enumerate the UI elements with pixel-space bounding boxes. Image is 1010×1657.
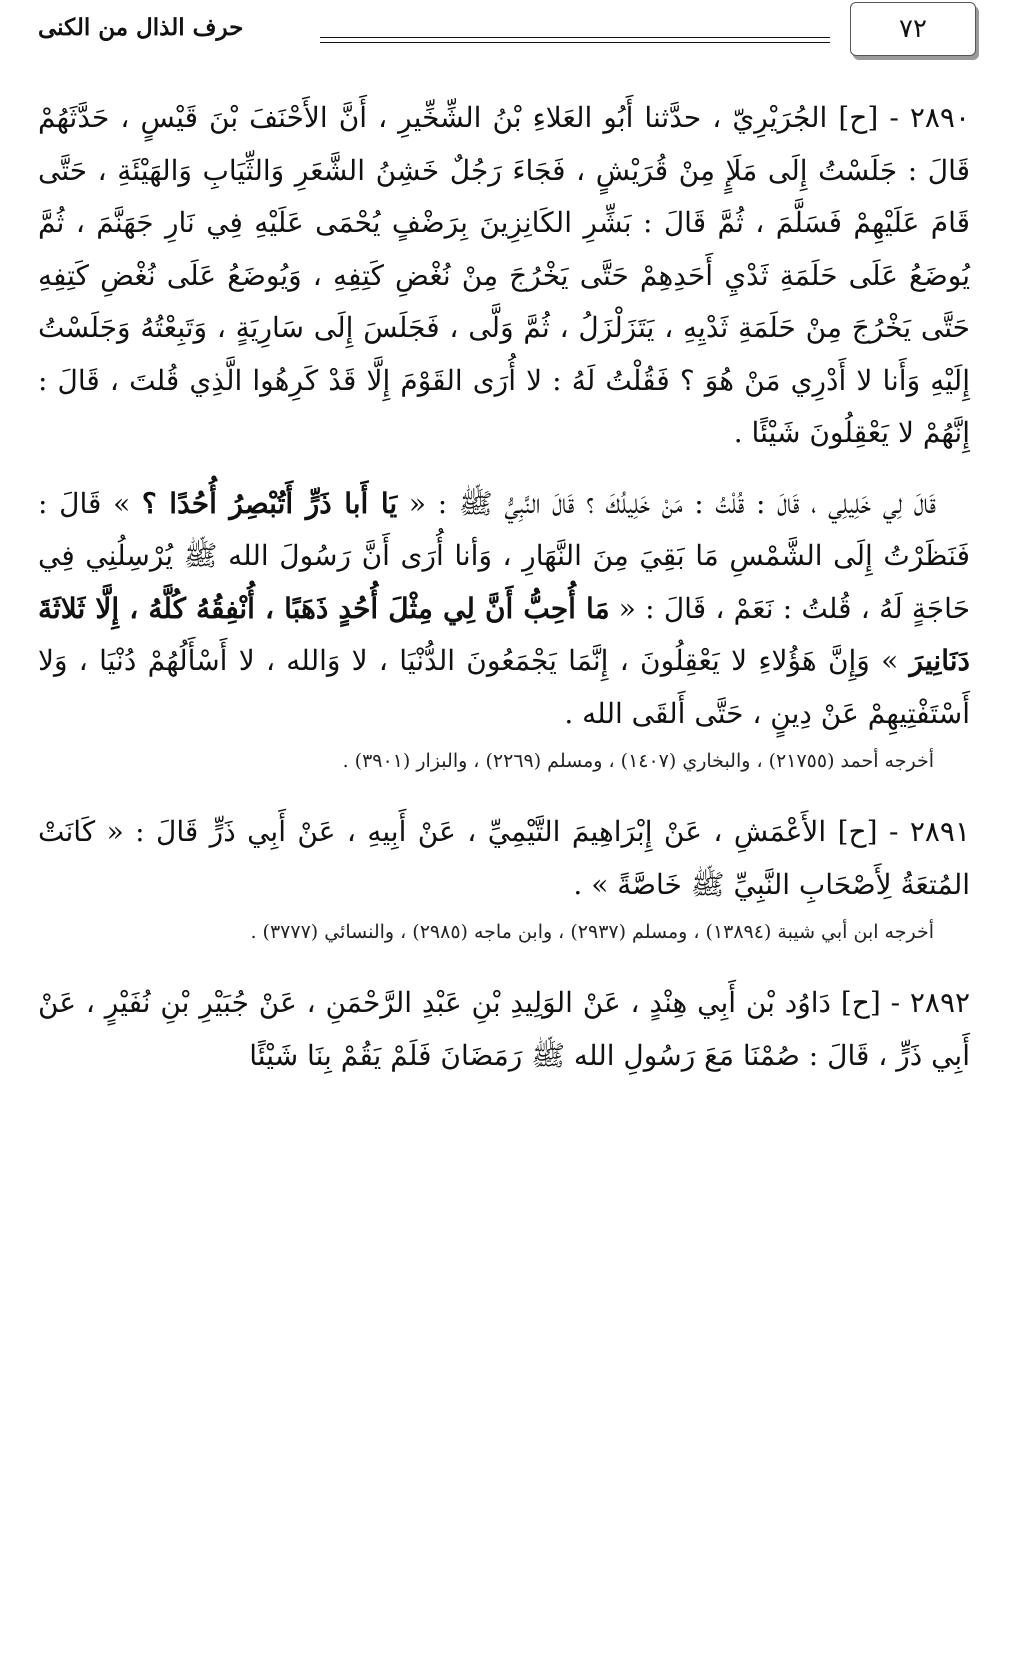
- chapter-title: حرف الذال من الكنى: [38, 14, 244, 41]
- hadith-2890-para-2: [38, 478, 970, 741]
- hadith-2891: [38, 806, 970, 911]
- hadith-text: » وَإِنَّ هَؤُلاءِ لا يَعْقِلُونَ ، إِنَّمَا يَجْمَعُونَ الدُّنْيَا ، لا وَالله ، لا أَسْأَلُهُمْ دُنْيَا ، وَلا أَسْتَفْتِيهِمْ عَنْ دِينٍ ، حَتَّى أَلقَى الله .: [38, 644, 970, 730]
- hadith-2890-para-1: [38, 92, 970, 460]
- hadith-text: ٢٨٩١ - [ح] الأَعْمَشِ ، عَنْ إِبْرَاهِيمَ التَّيْمِيِّ ، عَنْ أَبِيهِ ، عَنْ أَبِي ذَرٍّ قَالَ : « كَانَتْ المُتعَةُ لِأَصْحَابِ النَّبِيِّ ﷺ خَاصَّةً » .: [38, 815, 970, 901]
- takhrij-2890: أخرجه أحمد (٢١٧٥٥) ، والبخاري (١٤٠٧) ، ومسلم (٢٢٦٩) ، والبزار (٣٩٠١) .: [342, 750, 934, 772]
- takhrij-2891: أخرجه ابن أبي شيبة (١٣٨٩٤) ، ومسلم (٢٩٣٧) ، وابن ماجه (٢٩٨٥) ، والنسائي (٣٧٧٧) .: [250, 921, 934, 943]
- prophet-quote: مَا أُحِبُّ أَنَّ لِي مِثْلَ أُحُدٍ ذَهَبًا ، أُنْفِقُهُ كُلَّهُ ، إِلَّا ثَلاثَةَ دَنَانِيرَ: [38, 591, 970, 677]
- hadith-2892: [38, 977, 970, 1082]
- page-header: [34, 0, 976, 70]
- page-number: ٧٢: [899, 14, 927, 44]
- hadith-text: ٢٨٩٢ - [ح] دَاوُد بْن أَبِي هِنْدٍ ، عَنْ الوَلِيدِ بْنِ عَبْدِ الرَّحْمَنِ ، عَنْ جُبَيْرِ بْنِ نُفَيْرٍ ، عَنْ أَبِي ذَرٍّ ، قَالَ : صُمْنَا مَعَ رَسُولِ الله ﷺ رَمَضَانَ فَلَمْ يَقُمْ بِنَا شَيْئًا: [38, 986, 971, 1072]
- hadith-text: قَالَ لِي خَلِيلِي ، قَالَ : قُلْتُ : مَنْ خَلِيلُكَ ؟ قَالَ النَّبِيُّ ﷺ : «: [397, 486, 936, 520]
- page-number-box: [850, 2, 976, 56]
- hadith-text: ٢٨٩٠ - [ح] الجُرَيْرِيّ ، حدَّثنا أَبُو العَلاءِ بْنُ الشِّخِّيرِ ، أَنَّ الأَحْنَفَ بْنَ قَيْسٍ ، حَدَّثَهُمْ قَالَ : جَلَسْتُ إِلَى مَلَإٍ مِنْ قُرَيْشٍ ، فَجَاءَ رَجُلٌ خَشِنُ الشَّعَرِ وَالثِّيَابِ وَالهَيْئَةِ ، حَتَّى قَامَ عَلَيْهِمْ فَسَلَّمَ ، ثُمَّ قَالَ : بَشِّرِ الكَانِزِينَ بِرَضْفٍ يُحْمَى عَلَيْهِ فِي نَارِ جَهَنَّمَ ، ثُمَّ يُوضَعُ عَلَى حَلَمَةِ ثَدْيِ أَحَدِهِمْ حَتَّى يَخْرُجَ مِنْ نُغْضِ كَتِفِهِ ، وَيُوضَعُ عَلَى نُغْضِ كَتِفِهِ حَتَّى يَخْرُجَ مِنْ حَلَمَةِ ثَدْيِهِ ، يَتَزَلْزَلُ ، ثُمَّ وَلَّى ، فَجَلَسَ إِلَى سَارِيَةٍ ، وَتَبِعْتُهُ وَجَلَسْتُ إِلَيْهِ وَأَنا لا أَدْرِي مَنْ هُوَ ؟ فَقُلْتُ لَهُ : لا أُرَى القَوْمَ إِلَّا قَدْ كَرِهُوا الَّذِي قُلتَ ، قَالَ : إِنَّهُمْ لا يَعْقِلُونَ شَيْئًا .: [38, 101, 971, 449]
- header-double-rule: [320, 37, 830, 43]
- hadith-text: » قَالَ : فَنَظَرْتُ إِلَى الشَّمْسِ مَا بَقِيَ مِنَ النَّهَارِ ، وَأنا أُرَى أَنَّ رَسُولَ الله ﷺ يُرْسِلُنِي فِي حَاجَةٍ لَهُ ، قُلتُ : نَعَمْ ، قَالَ : «: [38, 486, 971, 625]
- prophet-quote: يَا أَبا ذَرٍّ أَتُبْصِرُ أُحُدًا ؟: [141, 486, 398, 520]
- page-content: [38, 92, 970, 1082]
